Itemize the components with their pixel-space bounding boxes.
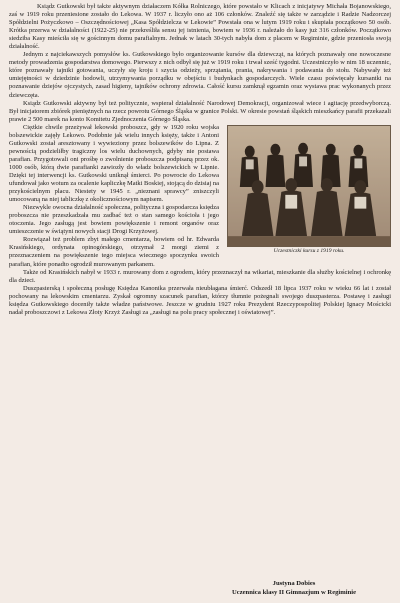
author-signature [232, 579, 356, 597]
paragraph-smierc: Duszpasterską i społeczną posługę Księdza Kanonika przerwała nieubłagana śmierć. Odszedł 18 lipca 1937 roku w wieku 66 lat i został pochowany na lekowskim cmentarzu. Zyskał ogromny szacunek parafian, którzy tłumnie pożegnali swojego duszpasterza. Postawę i zasługi księdza Gutkowskiego doceniły także władze państwowe. Jeszcze w grudniu 1927 roku Prezydent Rzeczypospolitej Polskiej Ignacy Mościcki nadał proboszczowi z Lekowa Złoty Krzyż Zasługi za „zasługi na polu pracy społecznej i oświatowej”. [9, 284, 391, 316]
historical-group-photo [227, 125, 391, 247]
paragraph-kosciol: Niezwykle owocna działalność społeczna, polityczna i gospodarcza księdza proboszcza nie przeszkadzała mu zadbać też o stan samego kościoła i jego otoczenia. Jego zasługą jest bowiem powiększenie i remont organów oraz umieszczenie w świątyni nowych stacji Drogi Krzyżowej. [9, 204, 219, 236]
paragraph-wikariat: Także od Krasińskich nabył w 1933 r. murowany dom z ogrodem, który przeznaczył na wikariat, mieszkanie dla służby kościelnej i ochronkę dla dzieci. [9, 268, 391, 284]
paragraph-aresztowanie: Ciężkie chwile przeżywał lekowski proboszcz, gdy w 1920 roku wojska bolszewickie zajęły Lekowo. Podobnie jak wielu innych księży, także i Antoni Gutkowski został aresztowany i wywieziony przez bolszewików do Lipna. Z pewnością podzieliłby tragiczny los wielu duchownych, gdyby nie postawa parafian. Przygotowali oni prośbę o zwolnienie proboszcza podpisaną przez ok. 1000 osób, którą dwie parafianki zawiozły do władz bolszewickich w Lipnie. Dzięki tej interwencji ks. Gutkowski uniknął śmierci. Po powrocie do Lekowa ufundował jako wotum za ocalenie kapliczkę Matki Boskiej, stojącą do dzisiaj na przykościelnym placu. Niestety w 1945 r. „nieznani sprawcy” zniszczyli umocowaną na niej tabliczkę z okolicznościowym napisem. [9, 123, 219, 204]
photo-caption: Uczestniczki kursu z 1919 roku. [273, 247, 345, 254]
paragraph-dzialalnosc-polityczna: Ksiądz Gutkowski aktywny był też politycznie, wspierał działalność Narodowej Demokracji, organizował wiece i agitację przedwyborczą. Był inicjatorem zbiórek pieniężnych na rzecz powrotu Górnego Śląska w granice Polski. W okresie powstań śląskich mieszkańcy parafii przekazali prawie 2 500 marek na konto Komitetu Zjednoczenia Górnego Śląska. [9, 99, 391, 123]
paragraph-kolko-rolnicze: Ksiądz Gutkowski był także aktywnym działaczem Kółka Rolniczego, które powstało w Klicach z inicjatywy Michała Bojanowskiego, zaś w 1919 roku przeniesione zostało do Lekowa. W 1937 r. liczyło ono aż 106 członków. Znaleźć się także w zarządzie i Radzie Nadzorczej Spółdzielni Pożyczkowo – Oszczędnościowej „Kasa Spółdzielcza w Lekowie” Powstała ona w lutym 1919 roku i skupiała początkowo 50 osób. Krótka przerwa w działalności (1922-25) nie przekreśliła sensu jej istnienia, bowiem w 1936 r. należało do kasy już 316 członków. Początkowo siedziba Kasy mieściła się w gościnnym domu parafialnym. Jednak w latach 30-tych nabyła dom z placem w Regiminie, gdzie przeniosła swoją działalność. [9, 3, 391, 51]
author-name: Justyna Dobies [272, 580, 316, 587]
photo-figure [227, 125, 391, 255]
paragraph-cmentarz: Rozwiązał też problem zbyt małego cmentarza, bowiem od hr. Edwarda Krasińskiego, ordynata opinogórskiego, otrzymał 2 morgi ziemi z przeznaczeniem na powiększenie tego miejsca wiecznego spoczynku swoich parafian, które ponadto ogrodził murowanym parkanem. [9, 236, 219, 268]
author-role: Uczennica klasy II Gimnazjum w Regiminie [232, 589, 356, 596]
paragraph-kursy-dla-dziewczat: Jednym z najciekawszych pomysłów ks. Gutkowskiego było organizowanie kursów dla dziewcząt, na których poznawały one nowoczesne metody prowadzenia gospodarstwa domowego. Pierwszy z nich odbył się już w 1919 roku i trwał sześć tygodni. Uczestniczyło w nim 18 uczennic, które poznawały tajniki gotowania, uczyły się kroju i szycia odzieży, sprzątania, prania, nakrywania i podawania do stołu. Nabywały też umiejętności w dziedzinie hodowli, utrzymywania porządku w obejściu i budynkach gospodarczych. Wiele czasu poświęcały kursantki na poznawanie dziejów ojczystych, zasad higieny, tajników ochrony zdrowia. Całość kursu zamknął egzamin oraz wystawa prac wykonanych przez dziewczęta. [9, 51, 391, 99]
